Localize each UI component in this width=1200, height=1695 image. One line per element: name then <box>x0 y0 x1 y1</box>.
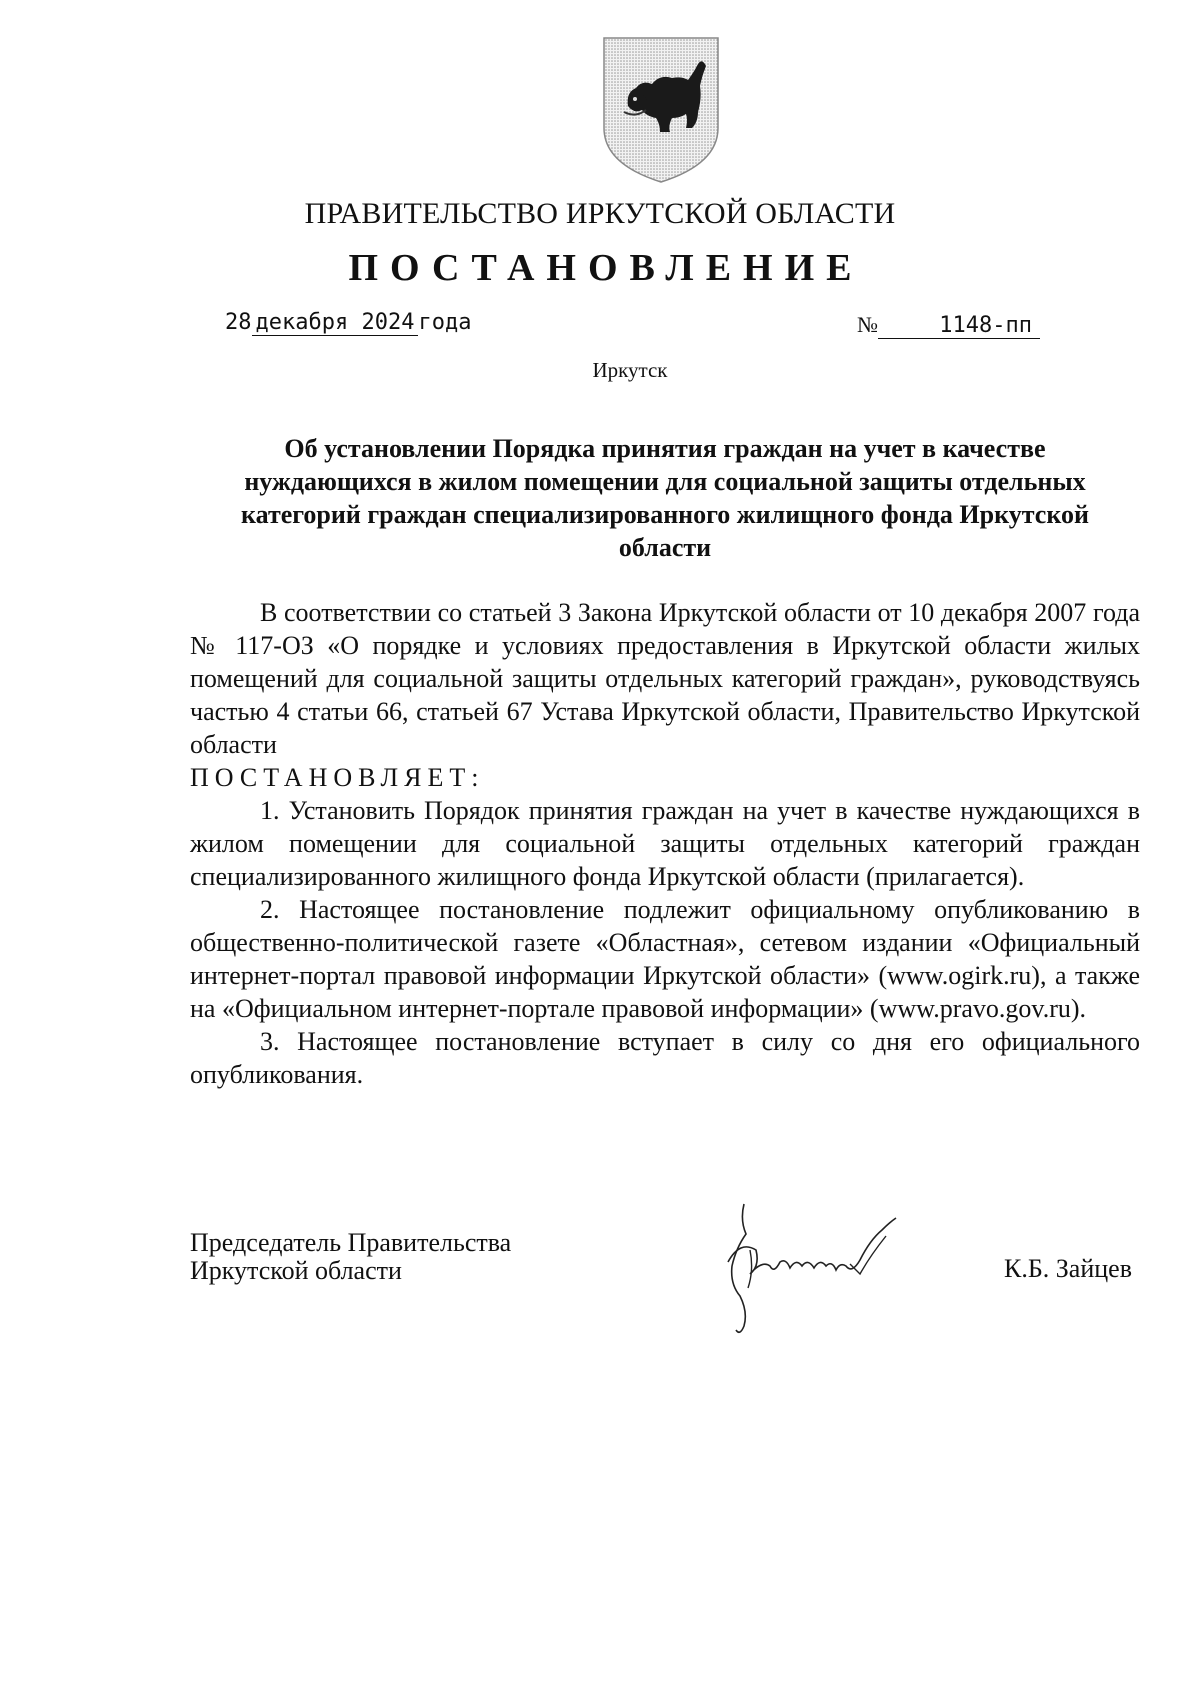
date-day: 28 <box>225 310 252 335</box>
government-name: ПРАВИТЕЛЬСТВО ИРКУТСКОЙ ОБЛАСТИ <box>304 197 896 230</box>
date-suffix: года <box>418 310 472 335</box>
signatory-position <box>190 1229 511 1285</box>
date-month-year: декабря 2024 <box>252 310 419 336</box>
document-title: Об установлении Порядка принятия граждан на учет в качестве нуждающихся в жилом помещении для социальной защиты отдельных категорий граждан специализированного жилищного фонда Иркутской области <box>241 434 1089 562</box>
item-3: 3. Настоящее постановление вступает в силу со дня его официального опубликования. <box>190 1027 1140 1089</box>
resolves-heading: ПОСТАНОВЛЯЕТ: <box>190 763 485 792</box>
preamble-paragraph: В соответствии со статьей 3 Закона Иркутской области от 10 декабря 2007 года № 117-ОЗ «О порядке и условиях предоставления в Иркутской области жилых помещений для социальной защиты отдельных категорий граждан», руководствуясь частью 4 статьи 66, статьей 67 Устава Иркутской области, Правительство Иркутской области <box>190 598 1140 759</box>
item-1: 1. Установить Порядок принятия граждан на учет в качестве нуждающихся в жилом помещении для социальной защиты отдельных категорий граждан специализированного жилищного фонда Иркутской области (прилагается). <box>190 796 1140 891</box>
document-number <box>857 312 1040 339</box>
city: Иркутск <box>592 358 668 382</box>
item-2: 2. Настоящее постановление подлежит официальному опубликованию в общественно-политической газете «Областная», сетевом издании «Официальный интернет-портал правовой информации Иркутской области» (www.ogirk.ru), а также на «Официальном интернет-портале правовой информации» (www.pravo.gov.ru). <box>190 895 1140 1023</box>
number-sign: № <box>857 312 878 337</box>
irkutsk-coat-of-arms-icon <box>602 36 720 184</box>
position-line-1: Председатель Правительства <box>190 1228 512 1257</box>
handwritten-signature <box>710 1200 950 1340</box>
number-value: 1148-пп <box>878 313 1040 339</box>
document-type: ПОСТАНОВЛЕНИЕ <box>348 247 864 289</box>
signatory-name: К.Б. Зайцев <box>1004 1254 1132 1283</box>
document-date <box>225 310 471 335</box>
position-line-2: Иркутской области <box>190 1256 402 1285</box>
document-body <box>190 596 1140 1091</box>
